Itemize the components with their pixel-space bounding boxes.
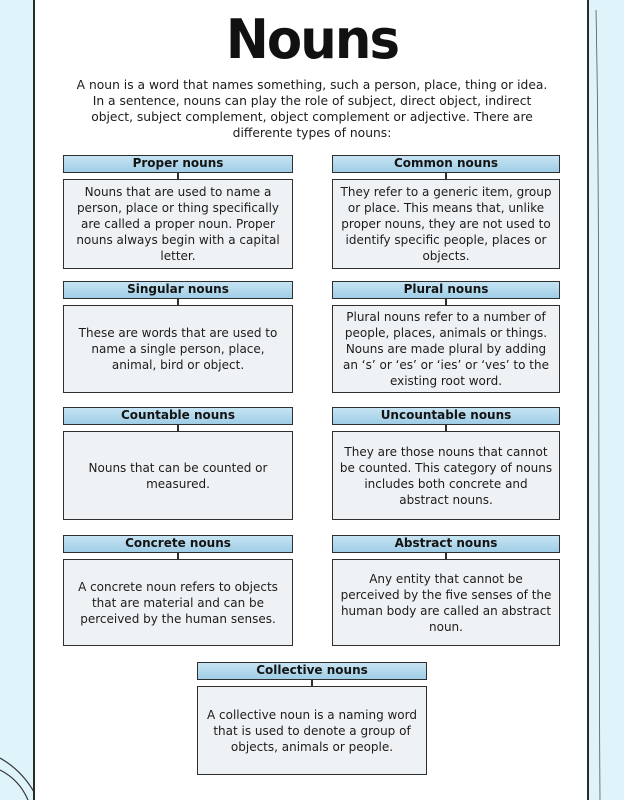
- card-title: Common nouns: [332, 155, 560, 173]
- card-text: Nouns that can be counted or measured.: [63, 431, 293, 520]
- card-proper-nouns: [63, 155, 293, 270]
- card-title: Uncountable nouns: [332, 407, 560, 425]
- card-concrete-nouns: [63, 535, 293, 647]
- card-text: Any entity that cannot be perceived by the five senses of the human body are called an abstract noun.: [332, 559, 560, 646]
- card-title: Concrete nouns: [63, 535, 293, 553]
- card-text: These are words that are used to name a single person, place, animal, bird or object.: [63, 305, 293, 393]
- card-text: A collective noun is a naming word that is used to denote a group of objects, animals or people.: [197, 686, 427, 775]
- card-title: Proper nouns: [63, 155, 293, 173]
- intro-paragraph: A noun is a word that names something, such a person, place, thing or idea. In a sentence, nouns can play the role of subject, direct object, indirect object, subject complement, object complement or adjective. There are differente types of nouns:: [76, 78, 548, 140]
- card-uncountable-nouns: [332, 407, 560, 521]
- card-title: Plural nouns: [332, 281, 560, 299]
- card-title: Abstract nouns: [332, 535, 560, 553]
- card-title: Singular nouns: [63, 281, 293, 299]
- card-common-nouns: [332, 155, 560, 270]
- page-title: Nouns: [225, 8, 399, 71]
- card-title: Collective nouns: [197, 662, 427, 680]
- card-text: Plural nouns refer to a number of people, places, animals or things. Nouns are made plural by adding an ‘s’ or ‘es’ or ‘ies’ or ‘ves’ to the existing root word.: [332, 305, 560, 393]
- card-countable-nouns: [63, 407, 293, 521]
- card-text: They are those nouns that cannot be counted. This category of nouns includes both concrete and abstract nouns.: [332, 431, 560, 520]
- card-text: A concrete noun refers to objects that are material and can be perceived by the human senses.: [63, 559, 293, 646]
- card-abstract-nouns: [332, 535, 560, 647]
- card-plural-nouns: [332, 281, 560, 394]
- card-collective-nouns: [197, 662, 427, 776]
- card-title: Countable nouns: [63, 407, 293, 425]
- card-text: Nouns that are used to name a person, place or thing specifically are called a proper noun. Proper nouns always begin with a capital letter.: [63, 179, 293, 269]
- card-singular-nouns: [63, 281, 293, 394]
- card-text: They refer to a generic item, group or place. This means that, unlike proper nouns, they are not used to identify specific people, places or objects.: [332, 179, 560, 269]
